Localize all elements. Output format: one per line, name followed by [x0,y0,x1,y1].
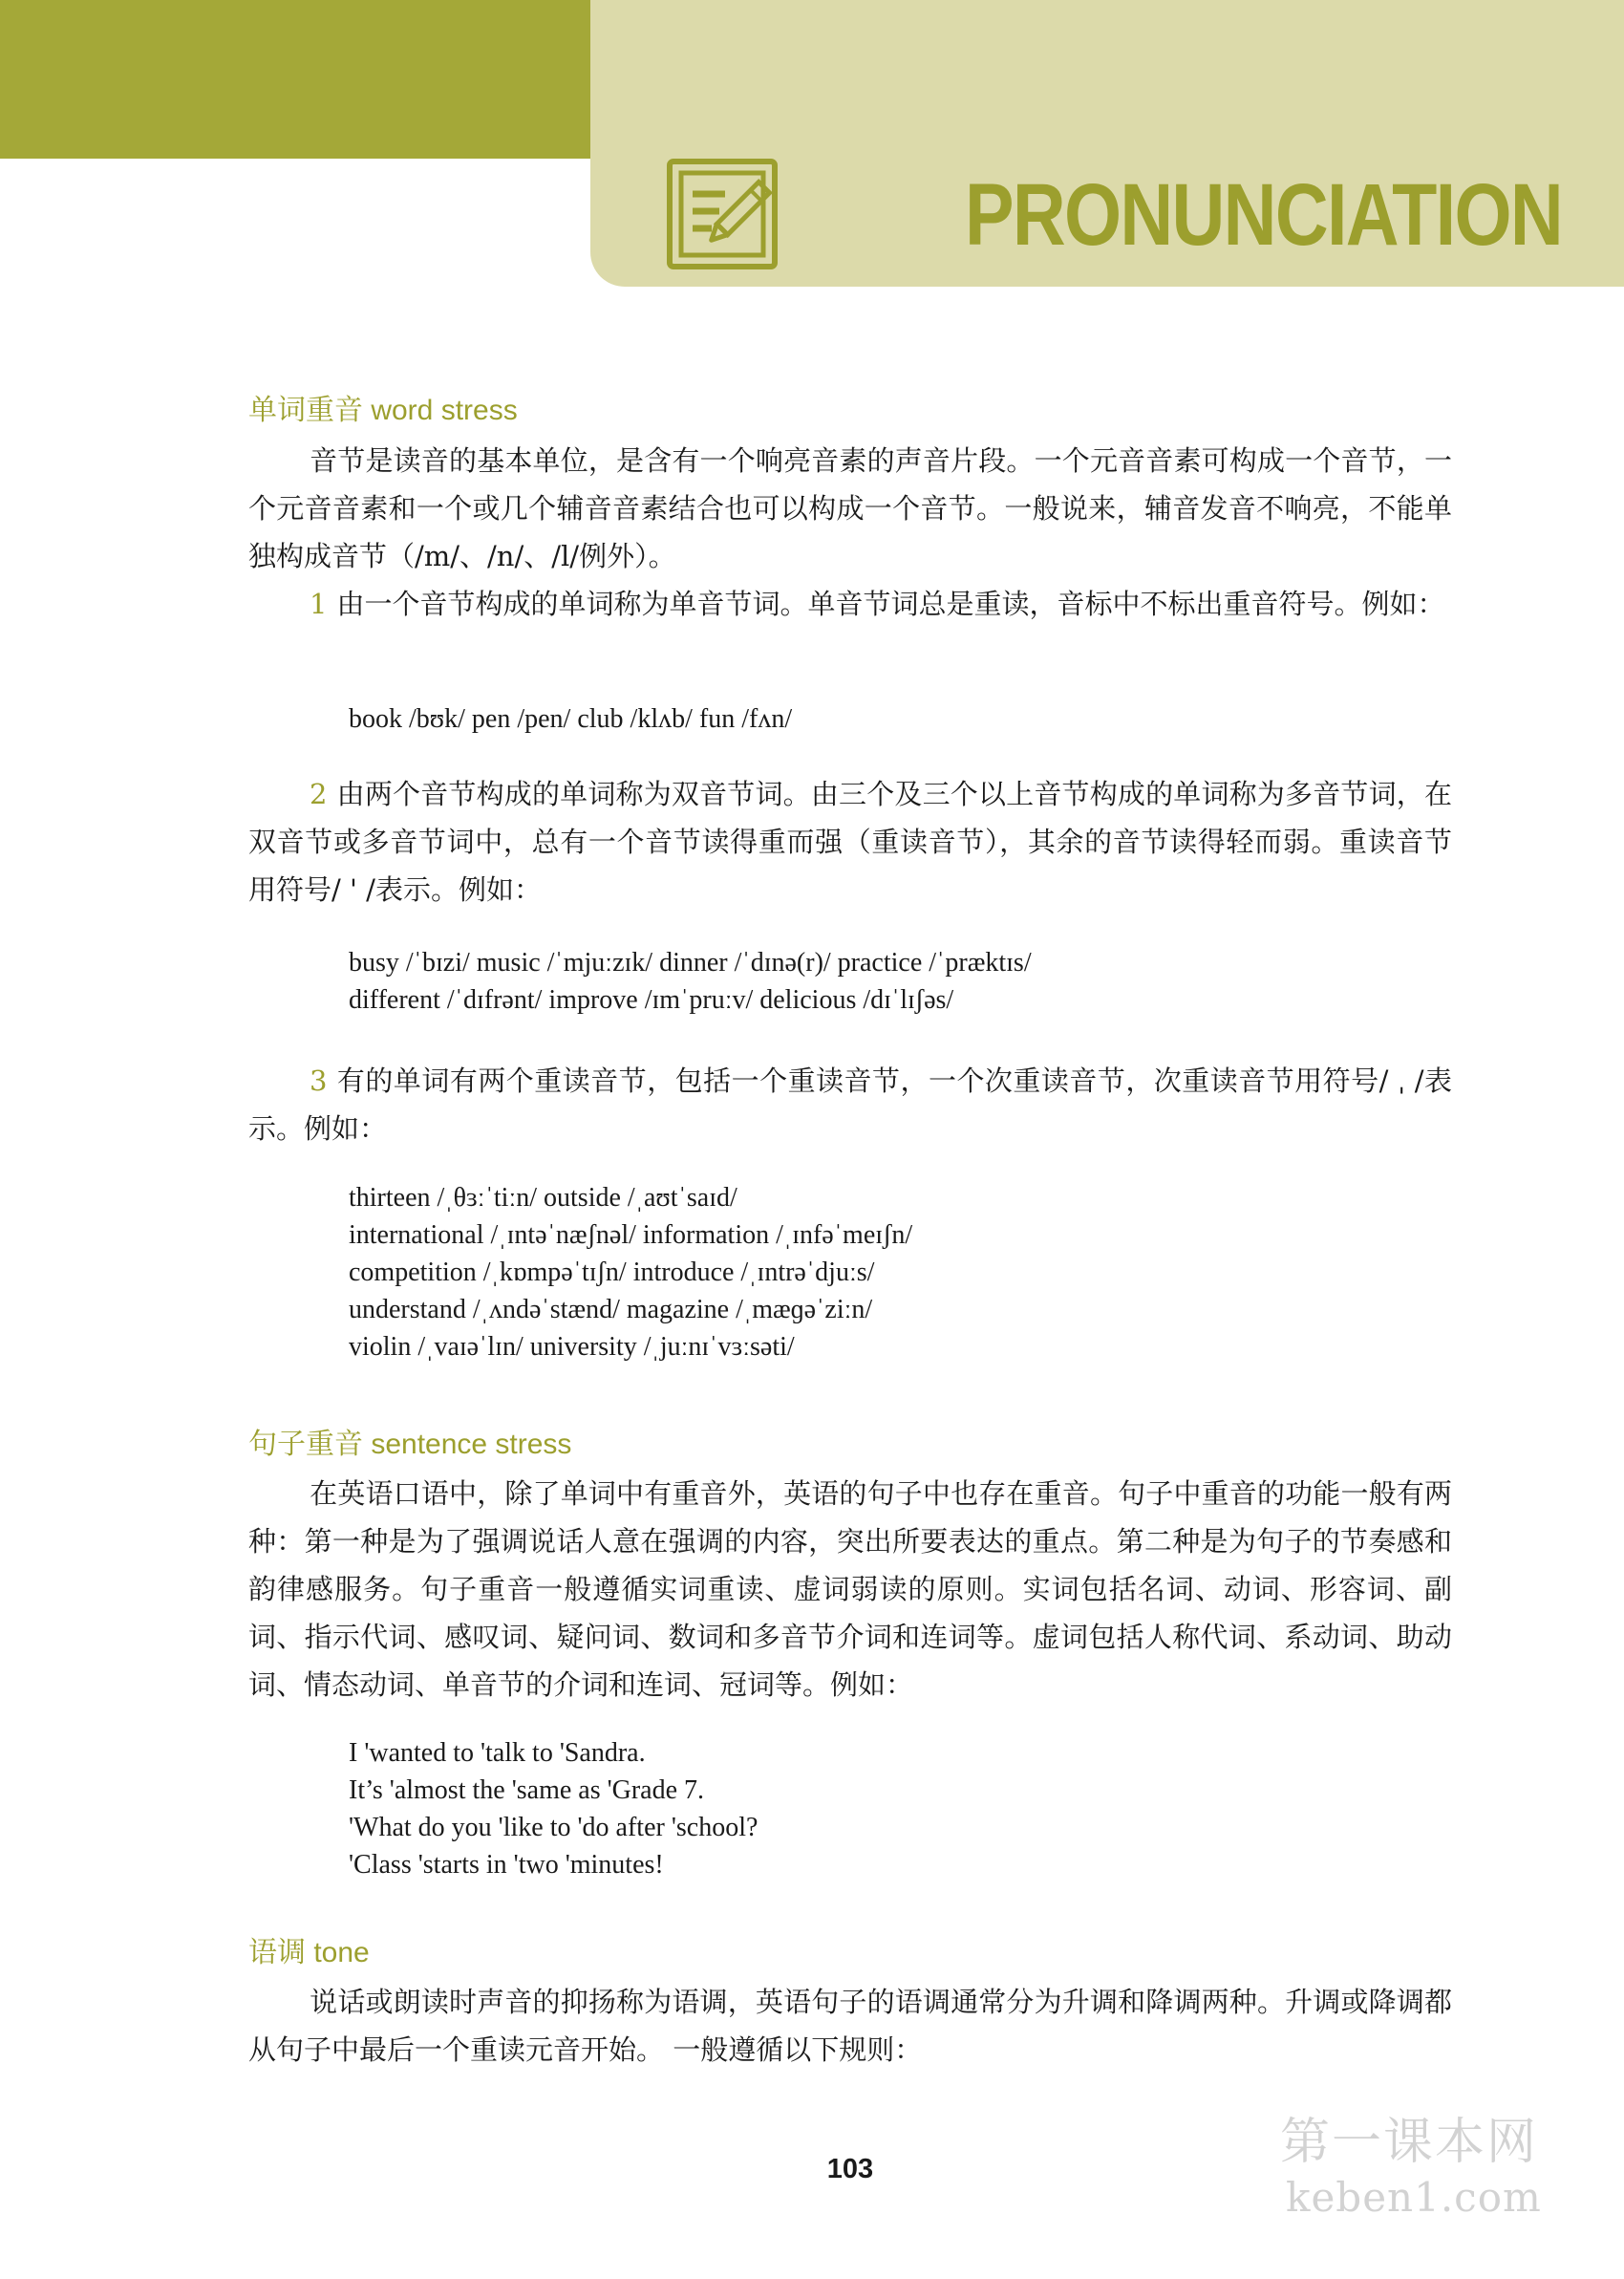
word-stress-point-3: 3 有的单词有两个重读音节，包括一个重读音节，一个次重读音节，次重读音节用符号/ ˌ /表示。例如： [248,1064,1452,1145]
example-line: I 'wanted to 'talk to 'Sandra. [349,1738,646,1768]
example-line: thirteen /ˌθɜːˈtiːn/ outside /ˌaʊtˈsaɪd/ [349,1183,737,1213]
word-stress-point-2: 2 由两个音节构成的单词称为双音节词。由三个及三个以上音节构成的单词称为多音节词，在双音节或多音节词中，总有一个音节读得重而强（重读音节），其余的音节读得轻而弱。重读音节用符号/ ' /表示。例如： [248,778,1452,906]
section-heading-sentence-stress: 句子重音 sentence stress [248,1429,572,1460]
header-band-left [0,0,590,159]
tone-intro: 说话或朗读时声音的抑扬称为语调，英语句子的语调通常分为升调和降调两种。升调或降调都从句子中最后一个重读元音开始。 一般遵循以下规则： [248,1986,1452,2066]
example-block-4 [349,1734,758,1883]
sentence-stress-intro: 在英语口语中，除了单词中有重音外，英语的句子中也存在重音。句子中重音的功能一般有两种：第一种是为了强调说话人意在强调的内容，突出所要表达的重点。第二种是为句子的节奏感和韵律感服务。句子重音一般遵循实词重读、虚词弱读的原则。实词包括名词、动词、形容词、副词、指示代词、感叹词、疑问词、数词和多音节介词和连词等。虚词包括人称代词、系动词、助动词、情态动词、单音节的介词和连词、冠词等。例如： [248,1477,1452,1701]
watermark-title: 第一课本网 [1280,2114,1539,2171]
example-line: It’s 'almost the 'same as 'Grade 7. [349,1775,705,1805]
example-line: competition /ˌkɒmpəˈtɪʃn/ introduce /ˌɪntrəˈdjuːs/ [349,1258,875,1287]
watermark-url: keben1.com [1286,2174,1542,2221]
example-block-2 [349,944,1032,1019]
point-number: 2 [310,778,328,810]
example-line: international /ˌɪntəˈnæʃnəl/ information /ˌɪnfəˈmeɪʃn/ [349,1220,913,1250]
example-line: violin /ˌvaɪəˈlɪn/ university /ˌjuːnɪˈvɜːsəti/ [349,1332,795,1362]
notepad-pencil-icon [664,156,780,272]
example-line: different /ˈdɪfrənt/ improve /ɪmˈpruːv/ delicious /dɪˈlɪʃəs/ [349,985,954,1015]
banner-title: PRONUNCIATION [965,166,1563,264]
word-stress-point-1: 1 由一个音节构成的单词称为单音节词。单音节词总是重读，音标中不标出重音符号。例如： [310,588,1445,620]
example-line: busy /ˈbɪzi/ music /ˈmjuːzɪk/ dinner /ˈdɪnə(r)/ practice /ˈpræktɪs/ [349,948,1032,978]
section-heading-word-stress: 单词重音 word stress [248,395,518,426]
example-line: understand /ˌʌndəˈstænd/ magazine /ˌmæɡəˈziːn/ [349,1295,873,1324]
example-block-1 [349,700,792,738]
section-heading-tone: 语调 tone [248,1937,370,1968]
word-stress-intro: 音节是读音的基本单位，是含有一个响亮音素的声音片段。一个元音音素可构成一个音节，一个元音音素和一个或几个辅音音素结合也可以构成一个音节。一般说来，辅音发音不响亮，不能单独构成音节（/m/、/n/、/l/例外）。 [248,444,1452,572]
example-block-3 [349,1179,912,1365]
point-number: 1 [310,588,328,620]
page-number: 103 [826,2154,874,2184]
example-line: 'Class 'starts in 'two 'minutes! [349,1850,664,1880]
point-number: 3 [310,1064,328,1097]
example-line: book /bʊk/ pen /pen/ club /klʌb/ fun /fʌn/ [349,704,793,734]
example-line: 'What do you 'like to 'do after 'school? [349,1813,759,1842]
